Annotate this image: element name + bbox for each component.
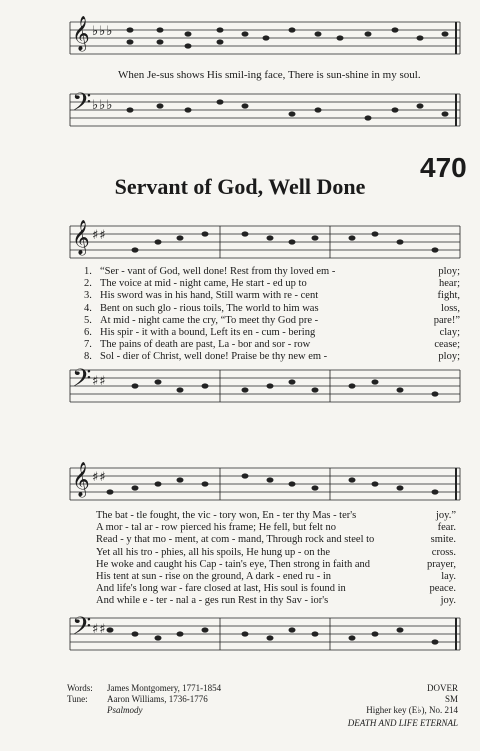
tune-composer: Aaron Williams, 1736-1776	[107, 694, 208, 704]
tune-source: Psalmody	[107, 705, 143, 715]
tune-name: DOVER	[427, 683, 458, 693]
key-signature-sharps-icon: ♯♯	[92, 228, 107, 243]
staff-prev-bass	[70, 92, 460, 128]
lyric-end: cross.	[431, 546, 456, 558]
tune-info	[366, 683, 458, 716]
lyric-text: A mor - tal ar - row pierced his frame; He fell, but felt no	[96, 522, 336, 534]
lyric-line	[96, 571, 456, 583]
verse-end: hear;	[439, 278, 460, 290]
treble-clef-icon: 𝄞	[72, 462, 90, 497]
lyric-text: The bat - tle fought, the vic - tory won, En - ter thy Mas - ter's	[96, 510, 357, 521]
lyric-end: peace.	[429, 583, 456, 595]
hymn-credits	[67, 683, 221, 716]
staff-bass-1	[70, 368, 460, 404]
verse-number: 7.	[84, 339, 92, 351]
key-signature-sharps-icon: ♯♯	[92, 470, 107, 485]
lyric-line	[96, 522, 456, 534]
key-signature-sharps-bass-icon: ♯♯	[92, 622, 107, 637]
verse-text: The pains of death are past, La - bor and sor - row	[100, 339, 311, 351]
staff-treble-2	[70, 466, 460, 502]
lyric-line	[96, 510, 456, 522]
words-label: Words:	[67, 683, 93, 693]
verse-text: Bent on such glo - rious toils, The world to him was	[100, 302, 319, 314]
staff-bass-2	[70, 616, 460, 652]
bass-clef-icon: 𝄢	[72, 612, 92, 647]
lyric-line	[96, 583, 456, 595]
verse-number: 5.	[84, 314, 92, 326]
verse-line	[84, 351, 460, 363]
lyric-end: joy.”	[435, 510, 456, 521]
verse-end: pare!”	[433, 314, 460, 326]
bass-clef-icon: 𝄢	[72, 88, 92, 123]
verse-text: At mid - night came the cry, “To meet thy God pre -	[100, 314, 319, 326]
lyric-line	[96, 534, 456, 546]
verse-lyrics	[84, 266, 460, 364]
key-signature-sharps-bass-icon: ♯♯	[92, 374, 107, 389]
lyric-end: joy.	[440, 595, 456, 607]
lyric-text: Read - y that mo - ment, at com - mand, Through rock and steel to	[96, 534, 375, 546]
lyric-end: lay.	[441, 571, 456, 583]
verse-number: 3.	[84, 290, 92, 302]
hymn-title: Servant of God, Well Done	[114, 174, 366, 199]
verse-number: 8.	[84, 351, 92, 363]
staff-prev-treble	[70, 20, 460, 56]
refrain-lyrics	[96, 510, 456, 608]
verse-end: ploy;	[438, 351, 460, 363]
section-heading: DEATH AND LIFE ETERNAL	[347, 718, 458, 728]
verse-text: “Ser - vant of God, well done! Rest from thy loved em -	[100, 266, 336, 277]
lyric-line	[96, 547, 456, 559]
verse-number: 2.	[84, 278, 92, 290]
key-signature-flats-bass-icon: ♭♭♭	[92, 98, 114, 113]
hymn-number: 470	[420, 152, 467, 183]
lyric-end: prayer,	[426, 558, 456, 570]
lyric-text: Yet all his tro - phies, all his spoils, He hung up - on the	[96, 546, 331, 558]
verse-line	[84, 266, 460, 278]
verse-end: loss,	[441, 302, 460, 314]
words-author: James Montgomery, 1771-1854	[107, 683, 222, 693]
lyric-end: smite.	[430, 534, 456, 546]
verse-line	[84, 303, 460, 315]
higher-key-reference: Higher key (E♭), No. 214	[366, 705, 458, 715]
verse-text: The voice at mid - night came, He start - ed up to	[100, 278, 307, 290]
previous-hymn-lyric: When Je-sus shows His smil-ing face, There is sun-shine in my soul.	[118, 69, 421, 81]
verse-line	[84, 315, 460, 327]
verse-line	[84, 290, 460, 302]
verse-end: ploy;	[438, 266, 460, 277]
verse-line	[84, 327, 460, 339]
verse-line	[84, 278, 460, 290]
verse-end: cease;	[434, 339, 460, 351]
bass-clef-icon: 𝄢	[72, 364, 92, 399]
lyric-line	[96, 559, 456, 571]
staff-treble-1	[70, 224, 460, 260]
lyric-text: And while e - ter - nal a - ges run Rest in thy Sav - ior's	[96, 595, 329, 607]
lyric-end: fear.	[437, 522, 456, 534]
verse-number: 1.	[84, 266, 92, 277]
verse-number: 4.	[84, 302, 92, 314]
verse-text: His spir - it with a bound, Left its en - cum - bering	[100, 327, 316, 339]
verse-number: 6.	[84, 327, 92, 339]
verse-end: clay;	[439, 327, 460, 339]
lyric-text: He woke and caught his Cap - tain's eye, Then strong in faith and	[96, 558, 371, 570]
treble-clef-icon: 𝄞	[72, 16, 90, 51]
tune-label: Tune:	[67, 694, 88, 704]
treble-clef-icon: 𝄞	[72, 220, 90, 255]
key-signature-flats-icon: ♭♭♭	[92, 24, 114, 39]
lyric-text: His tent at sun - rise on the ground, A dark - ened ru - in	[96, 571, 332, 583]
verse-text: His sword was in his hand, Still warm with re - cent	[100, 290, 319, 302]
tune-meter: SM	[444, 694, 458, 704]
verse-line	[84, 339, 460, 351]
verse-text: Sol - dier of Christ, well done! Praise be thy new em -	[100, 351, 328, 363]
verse-end: fight,	[437, 290, 460, 302]
lyric-line	[96, 595, 456, 607]
lyric-text: And life's long war - fare closed at last, His soul is found in	[96, 583, 346, 595]
